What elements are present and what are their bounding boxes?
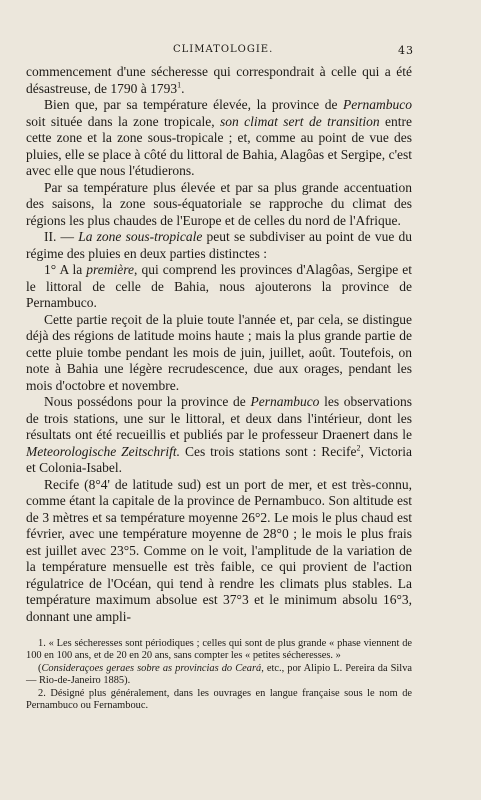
paragraph-sub-equatorial: Par sa température plus élevée et par sa plus grande accentuation des saisons, la zone sous-équatoriale se rapproche du climat des régions les plus chaudes de l'Europe et de celles du nord de l'Afrique. <box>26 179 412 228</box>
footnote-1: 1. « Les sécheresses sont périodiques ; celles qui sont de plus grande « phase viennent de 100 en 100 ans, et de 20 en 20 ans, sans compter les « petites sécheresses. » <box>26 638 412 662</box>
footnotes <box>26 638 412 712</box>
footnote-1-source: (Consideraçoes geraes sobre as provincias do Ceará, etc., por Alipio L. Pereira da Silva — Rio-de-Janeiro 1885). <box>26 662 412 687</box>
footnote-ref-2: 2 <box>356 443 361 452</box>
footnote-2: 2. Désigné plus généralement, dans les ouvrages en langue française sous le nom de Pernambuco ou Fernambouc. <box>26 687 412 712</box>
paragraph-continuation: commencement d'une sécheresse qui correspondrait à celle qui a été désastreuse, de 1790 à 1793$^1$. <box>26 64 412 96</box>
paragraph-pernambuco-transition: Bien que, par sa température élevée, la province de Pernambuco soit située dans la zone tropicale, son climat sert de transition entre cette zone et la zone sous-tropicale ; et, comme au point de vue des pluies, elle se place à côté du littoral de Bahia, Alagôas et Sergipe, c'est avec elle que nous l'étudierons. <box>26 97 413 178</box>
page-number: 43 <box>398 44 414 57</box>
paragraph-first-part: 1° A la première, qui comprend les provinces d'Alagôas, Sergipe et le littoral de celle de Bahia, nous ajouterons la province de Pernambuco. <box>26 262 412 310</box>
paragraph-section-ii: II. — La zone sous-tropicale peut se subdiviser au point de vue du régime des pluies en deux parties distinctes : <box>26 229 412 261</box>
running-title: CLIMATOLOGIE. <box>173 44 274 55</box>
paragraph-recife: Recife (8°4' de latitude sud) est un port de mer, et est très-connu, comme étant la capitale de la province de Pernambuco. Son altitude est de 3 mètres et sa température moyenne 26°2. Le mois le plus chaud est février, avec une température moyenne de 28°0 ; le mois le plus frais est juillet avec 23°5. Comme on le voit, l'amplitude de la variation de la température mensuelle est très faible, ce qui provient de l'action régulatrice de l'Océan, qui tend à rendre les climats plus stables. La température maximum absolue est 37°3 et le minimum absolu 16°3, donnant une ampli- <box>26 476 412 624</box>
footnote-ref-1: 1 <box>177 80 182 89</box>
paragraph-stations: Nous possédons pour la province de Pernambuco les observations de trois stations, une sur le littoral, et deux dans l'intérieur, dont les résultats ont été recueillis et publiés par le professeur Draenert dans le Meteorologische Zeitschrift. Ces trois stations sont : Recife$^2$, Victoria et Colonia-Isabel. <box>26 394 413 475</box>
body-text <box>26 64 412 625</box>
paragraph-rainfall: Cette partie reçoit de la pluie toute l'année et, par cela, se distingue déjà des régions de latitude moins haute ; mais la plus grande partie de cette pluie tombe pendant les mois de juin, juillet, août. Toutefois, on note à Bahia une légère recrudescence, due aux orages, pendant les mois d'octobre et novembre. <box>26 311 412 393</box>
